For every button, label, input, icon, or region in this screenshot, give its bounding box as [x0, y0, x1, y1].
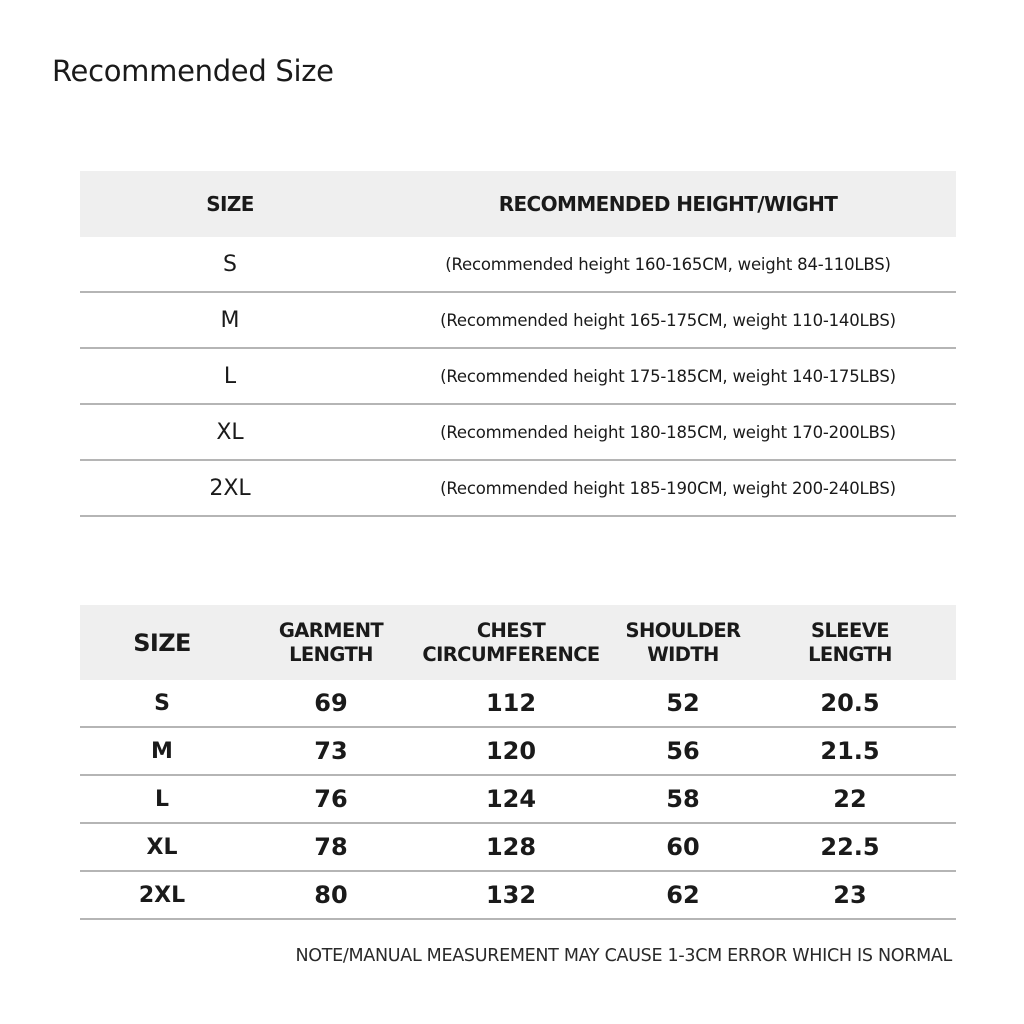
- table-row: [80, 237, 956, 293]
- size-cell: M: [151, 738, 173, 764]
- size-cell: S: [223, 251, 237, 277]
- shoulder-cell: 52: [666, 689, 700, 717]
- sleeve-cell: 22: [833, 785, 867, 813]
- header-sleeve-length: [762, 619, 938, 667]
- header-text: LENGTH: [289, 642, 373, 666]
- garment-length-cell: 69: [314, 689, 348, 717]
- size-cell: 2XL: [209, 475, 251, 501]
- size-cell: L: [154, 786, 170, 812]
- recommendation-cell: (Recommended height 175-185CM, weight 140-175LBS): [440, 366, 896, 386]
- shoulder-cell: 56: [666, 737, 700, 765]
- header-shoulder-width: [604, 619, 762, 667]
- table-row: [80, 405, 956, 461]
- table-row: [80, 776, 956, 824]
- recommendation-cell: (Recommended height 165-175CM, weight 110-140LBS): [440, 310, 896, 330]
- header-text: LENGTH: [808, 642, 892, 666]
- shoulder-cell: 62: [666, 881, 700, 909]
- shoulder-cell: 58: [666, 785, 700, 813]
- garment-length-cell: 80: [314, 881, 348, 909]
- sleeve-cell: 22.5: [820, 833, 880, 861]
- header-text: CHEST: [476, 618, 546, 642]
- recommended-size-table: [80, 171, 956, 517]
- header-text: SIZE: [133, 628, 191, 657]
- sleeve-cell: 20.5: [820, 689, 880, 717]
- size-cell: S: [154, 690, 170, 716]
- size-cell: XL: [216, 419, 244, 445]
- garment-length-cell: 78: [314, 833, 348, 861]
- chest-cell: 120: [485, 737, 537, 765]
- header-size: [80, 628, 244, 657]
- sleeve-cell: 23: [833, 881, 867, 909]
- size-cell: L: [223, 363, 237, 389]
- table-header: [80, 605, 956, 680]
- recommendation-cell: (Recommended height 160-165CM, weight 84-110LBS): [445, 254, 891, 274]
- garment-length-cell: 73: [314, 737, 348, 765]
- page-title: Recommended Size: [52, 54, 334, 88]
- chest-cell: 124: [485, 785, 537, 813]
- chest-cell: 128: [485, 833, 537, 861]
- measurement-table: [80, 605, 956, 920]
- header-size: SIZE: [206, 192, 254, 216]
- header-text: WIDTH: [647, 642, 719, 666]
- chest-cell: 112: [485, 689, 537, 717]
- size-cell: M: [220, 307, 240, 333]
- garment-length-cell: 76: [314, 785, 348, 813]
- chest-cell: 132: [485, 881, 537, 909]
- table-row: [80, 728, 956, 776]
- header-chest-circumference: [418, 619, 604, 667]
- header-text: SHOULDER: [625, 618, 741, 642]
- header-text: GARMENT: [278, 618, 384, 642]
- header-height-weight: RECOMMENDED HEIGHT/WIGHT: [498, 192, 838, 216]
- recommendation-cell: (Recommended height 185-190CM, weight 200-240LBS): [440, 478, 896, 498]
- header-text: SLEEVE: [811, 618, 889, 642]
- header-garment-length: [244, 619, 418, 667]
- size-cell: 2XL: [138, 882, 186, 908]
- table-row: [80, 872, 956, 920]
- sleeve-cell: 21.5: [820, 737, 880, 765]
- recommendation-cell: (Recommended height 180-185CM, weight 170-200LBS): [440, 422, 896, 442]
- table-row: [80, 824, 956, 872]
- header-text: CIRCUMFERENCE: [422, 642, 600, 666]
- table-row: [80, 293, 956, 349]
- table-row: [80, 349, 956, 405]
- shoulder-cell: 60: [666, 833, 700, 861]
- measurement-note: NOTE/MANUAL MEASUREMENT MAY CAUSE 1-3CM ERROR WHICH IS NORMAL: [295, 946, 952, 966]
- table-row: [80, 680, 956, 728]
- size-cell: XL: [146, 834, 178, 860]
- table-row: [80, 461, 956, 517]
- table-header: [80, 171, 956, 237]
